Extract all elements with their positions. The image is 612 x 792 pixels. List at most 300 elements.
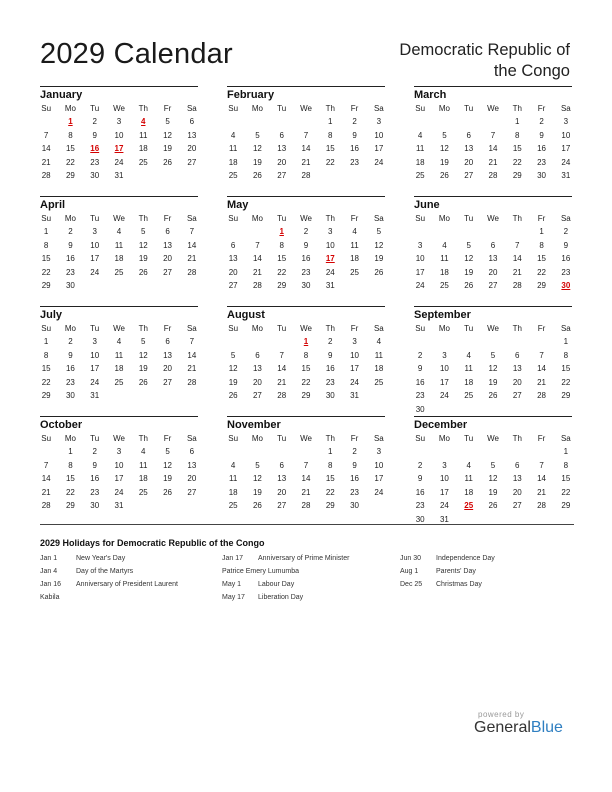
holidays-title: 2029 Holidays for Democratic Republic of the Congo [40,538,265,548]
day-cell: 12 [439,144,449,153]
empty-cell [221,115,245,129]
day-grid [221,432,391,513]
weekday-header: Tu [90,104,100,113]
day-cell: 22 [325,487,335,497]
day-cell: 8 [539,240,544,250]
day-cell: 9 [328,350,333,360]
weekday-header: We [113,434,125,443]
day-cell: 27 [187,157,197,167]
day-cell: 7 [189,227,195,236]
day-cell: 6 [230,240,236,250]
weekday-header: We [300,324,312,333]
day-cell: 16 [350,144,360,153]
weekday-header: Tu [464,104,474,113]
day-cell: 11 [440,254,449,263]
day-cell: 24 [561,157,571,167]
day-cell: 24 [439,391,449,400]
holiday-date: Jan 4 [40,568,58,575]
weekday-header: Fr [163,104,172,113]
holiday-name: Liberation Day [258,594,304,601]
day-cell: 26 [464,281,474,290]
day-cell: 7 [303,460,309,470]
day-cell: 3 [92,227,97,236]
day-cell: 20 [488,267,498,277]
holiday-date: Jan 1 [40,555,58,562]
day-cell: 26 [138,377,148,387]
day-cell: 13 [187,130,197,140]
day-cell: 9 [68,350,73,360]
day-cell: 4 [466,350,471,360]
day-cell: 4 [466,460,471,470]
day-grid [34,212,204,293]
day-cell: 15 [561,474,571,483]
weekday-header: We [487,214,499,223]
day-cell: 9 [352,130,357,140]
weekday-header: Mo [438,214,450,223]
day-cell: 25 [228,501,238,510]
day-cell: 6 [189,447,195,456]
day-cell: 27 [163,377,173,387]
weekday-header: Su [228,434,239,443]
day-cell: 31 [114,501,124,510]
day-cell: 9 [303,240,309,250]
day-cell: 20 [277,487,287,497]
day-cell: 23 [90,157,100,167]
weekday-header: Su [415,324,426,333]
day-cell: 21 [41,157,51,167]
day-cell: 27 [252,391,262,400]
day-cell: 6 [515,460,520,470]
day-cell: 14 [512,254,522,263]
day-cell: 19 [163,474,173,483]
weekday-header: Su [41,214,52,223]
month-march [414,86,572,183]
day-cell: 29 [65,501,75,510]
day-cell: 10 [415,254,425,263]
empty-cell [481,335,505,349]
day-cell: 20 [228,267,238,277]
holiday-date: Aug 1 [400,568,419,575]
weekday-header: Su [41,434,52,443]
weekday-header: Th [138,104,148,113]
day-cell: 28 [537,391,547,400]
day-cell: 15 [65,474,75,483]
holiday-row [40,578,178,591]
day-grid [34,322,204,403]
day-cell: 4 [116,227,122,236]
month-may [227,196,385,293]
day-cell: 28 [512,281,522,290]
day-cell: 24 [415,281,425,290]
day-cell: 19 [464,267,474,277]
day-cell: 30 [415,404,425,414]
day-cell: 8 [515,130,520,140]
day-cell: 1 [43,337,49,346]
weekday-header: Fr [350,214,359,223]
day-cell: 22 [277,267,287,277]
day-cell: 22 [301,377,311,387]
day-cell: 10 [439,364,449,373]
holiday-row [222,565,349,578]
brand-blue: Blue [530,719,563,736]
country-line-2: the Congo [493,62,570,80]
day-grid [221,102,391,183]
day-cell: 28 [301,171,311,180]
empty-cell [294,445,318,459]
day-cell: 23 [350,157,360,167]
day-cell: 30 [415,514,425,524]
day-cell: 28 [41,501,51,510]
day-grid [34,432,204,513]
day-cell: 22 [65,487,75,497]
empty-cell [221,225,245,239]
weekday-header: Su [228,324,239,333]
month-name: May [227,199,249,211]
day-grid [221,212,391,293]
day-cell: 13 [277,474,287,483]
day-cell: 25 [114,267,124,277]
day-cell: 4 [417,130,423,140]
weekday-header: Mo [64,434,76,443]
day-cell: 27 [488,281,498,290]
day-cell: 19 [374,254,384,263]
day-cell: 2 [539,117,544,126]
divider [40,524,574,525]
day-cell: 2 [92,447,97,456]
day-cell: 13 [512,474,522,483]
day-cell: 22 [65,157,75,167]
day-cell: 13 [277,144,287,153]
day-cell: 23 [561,267,571,277]
day-cell: 24 [114,157,124,167]
day-cell: 21 [301,487,311,497]
weekday-header: We [487,104,499,113]
day-cell: 17 [350,364,360,373]
weekday-header: We [300,434,312,443]
day-cell: 10 [439,474,449,483]
day-cell: 10 [561,130,571,140]
day-cell: 11 [374,350,383,360]
weekday-header: Th [138,214,148,223]
day-cell: 7 [515,240,520,250]
empty-cell [481,225,505,239]
day-cell: 10 [374,460,384,470]
holiday-column [400,552,495,591]
day-cell: 31 [325,281,335,290]
day-grid [34,102,204,183]
day-cell: 19 [488,377,498,387]
day-cell: 2 [68,337,73,346]
day-cell: 10 [350,350,360,360]
weekday-header: We [487,434,499,443]
day-cell: 12 [488,474,498,483]
day-cell: 28 [41,171,51,180]
day-cell: 5 [165,117,170,126]
day-cell: 22 [561,377,571,387]
empty-cell [505,445,529,459]
day-cell: 15 [301,364,311,373]
weekday-header: Fr [163,324,172,333]
day-cell: 18 [464,487,474,497]
weekday-header: We [113,214,125,223]
day-cell: 24 [114,487,124,497]
day-cell: 15 [325,144,335,153]
day-cell: 5 [165,447,170,456]
day-cell: 15 [561,364,571,373]
day-cell: 21 [187,254,197,263]
day-cell: 12 [252,144,262,153]
empty-cell [408,115,432,129]
day-cell: 2 [92,117,97,126]
day-cell: 13 [512,364,522,373]
day-cell: 17 [439,487,449,497]
day-cell: 5 [442,130,447,140]
day-grid [408,432,578,526]
day-cell: 1 [328,447,333,456]
empty-cell [245,445,269,459]
empty-cell [529,335,553,349]
weekday-header: Tu [277,324,287,333]
day-cell: 14 [187,240,197,250]
day-cell: 30 [90,171,100,180]
day-cell: 15 [41,364,51,373]
day-cell: 25 [114,377,124,387]
day-cell: 6 [255,350,260,360]
day-cell: 30 [90,501,100,510]
weekday-header: Tu [277,214,287,223]
day-cell: 21 [301,157,311,167]
weekday-header: Tu [277,434,287,443]
day-cell: 2 [68,227,73,236]
weekday-header: We [300,214,312,223]
day-cell: 9 [68,240,73,250]
day-cell: 16 [537,144,547,153]
holiday-name: Patrice Emery Lumumba [222,568,300,575]
day-cell: 2 [352,447,357,456]
day-cell: 14 [537,364,547,373]
empty-cell [221,335,245,349]
holiday-day-cell: 30 [561,281,571,290]
day-cell: 18 [439,267,449,277]
day-cell: 22 [41,377,51,387]
empty-cell [457,445,481,459]
day-cell: 11 [114,350,124,360]
day-cell: 26 [138,267,148,277]
day-cell: 8 [563,460,569,470]
day-cell: 18 [350,254,360,263]
day-cell: 6 [466,130,471,140]
day-cell: 15 [325,474,335,483]
day-cell: 9 [563,240,569,250]
day-cell: 1 [328,117,333,126]
day-cell: 26 [163,157,173,167]
day-cell: 26 [228,391,238,400]
month-name: September [414,309,471,321]
day-cell: 17 [374,144,384,153]
weekday-header: Mo [438,104,450,113]
weekday-header: We [113,104,125,113]
day-cell: 20 [187,144,197,153]
holiday-name: Christmas Day [436,581,482,588]
day-cell: 27 [512,501,522,510]
empty-cell [221,445,245,459]
day-cell: 5 [230,350,236,360]
empty-cell [245,115,269,129]
weekday-header: Sa [186,214,197,223]
weekday-header: Su [228,214,239,223]
day-cell: 10 [374,130,384,140]
day-cell: 16 [415,377,425,387]
weekday-header: Fr [537,324,546,333]
day-cell: 17 [439,377,449,387]
day-cell: 23 [325,377,335,387]
day-cell: 18 [114,254,124,263]
day-cell: 2 [328,337,333,346]
day-cell: 5 [376,227,382,236]
day-cell: 8 [303,350,309,360]
weekday-header: We [300,104,312,113]
day-cell: 5 [255,130,260,140]
day-cell: 26 [439,171,449,180]
holiday-row [40,565,178,578]
weekday-header: Sa [186,434,197,443]
day-cell: 4 [230,460,236,470]
day-cell: 28 [537,501,547,510]
weekday-header: Sa [186,104,197,113]
day-cell: 17 [90,364,100,373]
day-cell: 18 [114,364,124,373]
country-line-1: Democratic Republic of [399,41,570,59]
empty-cell [270,115,294,129]
weekday-header: Su [41,104,52,113]
day-cell: 9 [417,474,423,483]
day-cell: 22 [512,157,522,167]
day-cell: 5 [255,460,260,470]
empty-cell [408,445,432,459]
weekday-header: Th [325,434,335,443]
day-cell: 12 [138,350,148,360]
empty-cell [529,445,553,459]
day-cell: 30 [537,171,547,180]
day-cell: 4 [442,240,447,250]
day-cell: 3 [116,447,122,456]
brand-general: General [474,719,531,736]
day-cell: 21 [488,157,498,167]
day-cell: 27 [464,171,474,180]
day-cell: 1 [68,447,73,456]
day-cell: 20 [163,254,173,263]
day-cell: 2 [417,350,423,360]
day-cell: 23 [65,267,75,277]
month-february [227,86,385,183]
day-cell: 1 [563,447,569,456]
weekday-header: Th [512,434,522,443]
day-cell: 20 [252,377,262,387]
month-name: February [227,89,275,101]
day-cell: 6 [165,337,170,346]
weekday-header: Tu [277,104,287,113]
generalblue-logo[interactable] [474,719,563,737]
day-cell: 18 [228,157,238,167]
day-cell: 19 [228,377,238,387]
day-cell: 26 [163,487,173,497]
holiday-name: Anniversary of President Laurent [76,581,178,588]
day-cell: 8 [279,240,284,250]
day-cell: 13 [163,350,173,360]
day-cell: 21 [537,377,547,387]
day-cell: 28 [277,391,287,400]
weekday-header: Tu [90,434,100,443]
day-cell: 4 [230,130,236,140]
day-cell: 4 [116,337,122,346]
day-cell: 4 [376,337,382,346]
day-cell: 14 [537,474,547,483]
day-cell: 5 [141,227,146,236]
day-cell: 16 [350,474,360,483]
day-cell: 28 [301,501,311,510]
day-cell: 15 [277,254,287,263]
weekday-header: Fr [537,434,546,443]
weekday-header: Su [415,104,426,113]
day-cell: 5 [141,337,146,346]
day-cell: 12 [228,364,238,373]
day-cell: 2 [352,117,357,126]
weekday-header: Th [512,214,522,223]
day-cell: 24 [374,487,384,497]
holiday-date: Jan 16 [40,581,62,588]
day-cell: 14 [187,350,197,360]
day-cell: 20 [512,377,522,387]
day-cell: 10 [90,240,100,250]
day-cell: 20 [277,157,287,167]
empty-cell [432,445,456,459]
month-august [227,306,385,403]
empty-cell [408,335,432,349]
day-cell: 29 [301,391,311,400]
day-cell: 11 [139,460,148,470]
day-cell: 25 [350,267,360,277]
day-cell: 19 [138,364,148,373]
empty-cell [457,335,481,349]
weekday-header: Fr [350,434,359,443]
weekday-header: Fr [163,434,172,443]
month-name: December [414,419,468,431]
weekday-header: Su [228,104,239,113]
day-cell: 9 [92,130,97,140]
day-cell: 20 [512,487,522,497]
day-cell: 29 [277,281,287,290]
weekday-header: Mo [251,214,263,223]
day-cell: 3 [442,350,447,360]
day-cell: 1 [43,227,49,236]
month-name: January [40,89,83,101]
weekday-header: Fr [163,214,172,223]
day-cell: 24 [374,157,384,167]
day-cell: 7 [490,130,496,140]
day-cell: 14 [301,144,311,153]
holiday-column [40,552,178,604]
weekday-header: Mo [64,324,76,333]
day-cell: 16 [415,487,425,497]
empty-cell [432,115,456,129]
weekday-header: Mo [64,214,76,223]
weekday-header: Tu [90,324,100,333]
day-cell: 11 [228,144,238,153]
day-cell: 25 [138,157,148,167]
day-cell: 5 [490,460,496,470]
month-name: August [227,309,265,321]
day-cell: 16 [90,474,100,483]
